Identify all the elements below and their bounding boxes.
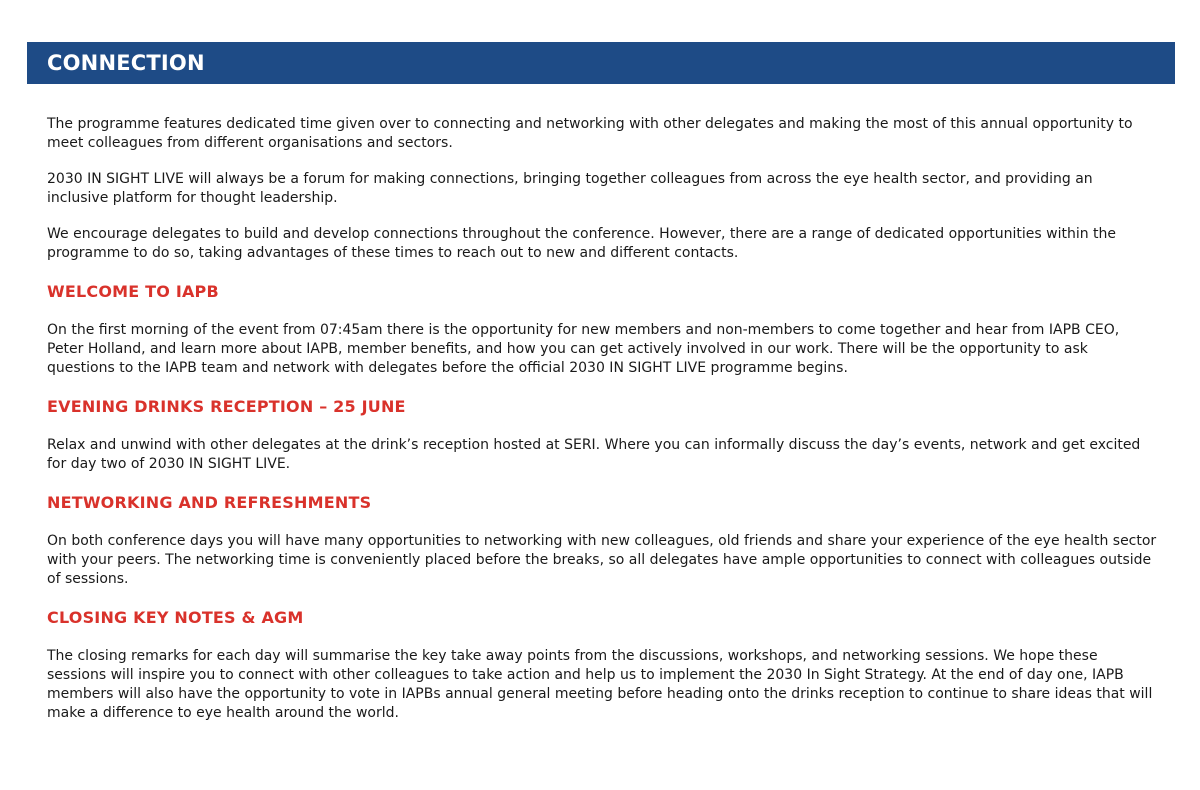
intro-paragraph: The programme features dedicated time given over to connecting and networking with other delegates and making the most of this annual opportunity to meet colleagues from different organisations and sectors. xyxy=(47,116,1133,151)
section-body-closing: The closing remarks for each day will summarise the key take away points from the discussions, workshops, and networking sessions. We hope these sessions will inspire you to connect with other colleagues to take action and help us to implement the 2030 In Sight Strategy. At the end of day one, IAPB members will also have the opportunity to vote in IAPBs annual general meeting before heading onto the drinks reception to continue to share ideas that will make a difference to eye health around the world. xyxy=(47,648,1153,721)
section-body-networking: On both conference days you will have many opportunities to networking with new colleagues, old friends and share your experience of the eye health sector with your peers. The networking time is conveniently placed before the breaks, so all delegates have ample opportunities to connect with colleagues outside of sessions. xyxy=(47,533,1157,587)
section-body-drinks-reception: Relax and unwind with other delegates at the drink’s reception hosted at SERI. Where you can informally discuss the day’s events, network and get excited for day two of 2030 IN SIGHT LIVE. xyxy=(47,437,1141,472)
section-heading-welcome: WELCOME TO IAPB xyxy=(47,282,219,301)
section-heading-networking: NETWORKING AND REFRESHMENTS xyxy=(47,493,372,512)
section-body-welcome: On the first morning of the event from 07:45am there is the opportunity for new members and non-members to come together and hear from IAPB CEO, Peter Holland, and learn more about IAPB, member benefits, and how you can get actively involved in our work. There will be the opportunity to ask questions to the IAPB team and network with delegates before the official 2030 IN SIGHT LIVE programme begins. xyxy=(47,322,1120,376)
document-body xyxy=(47,115,1157,723)
section-header-bar xyxy=(27,42,1175,84)
section-heading-drinks-reception: EVENING DRINKS RECEPTION – 25 JUNE xyxy=(47,397,406,416)
intro-paragraph: We encourage delegates to build and develop connections throughout the conference. However, there are a range of dedicated opportunities within the programme to do so, taking advantages of these times to reach out to new and different contacts. xyxy=(47,226,1117,261)
page-title: CONNECTION xyxy=(47,51,205,75)
section-heading-closing: CLOSING KEY NOTES & AGM xyxy=(47,608,304,627)
intro-paragraph: 2030 IN SIGHT LIVE will always be a forum for making connections, bringing together colleagues from across the eye health sector, and providing an inclusive platform for thought leadership. xyxy=(47,171,1093,206)
